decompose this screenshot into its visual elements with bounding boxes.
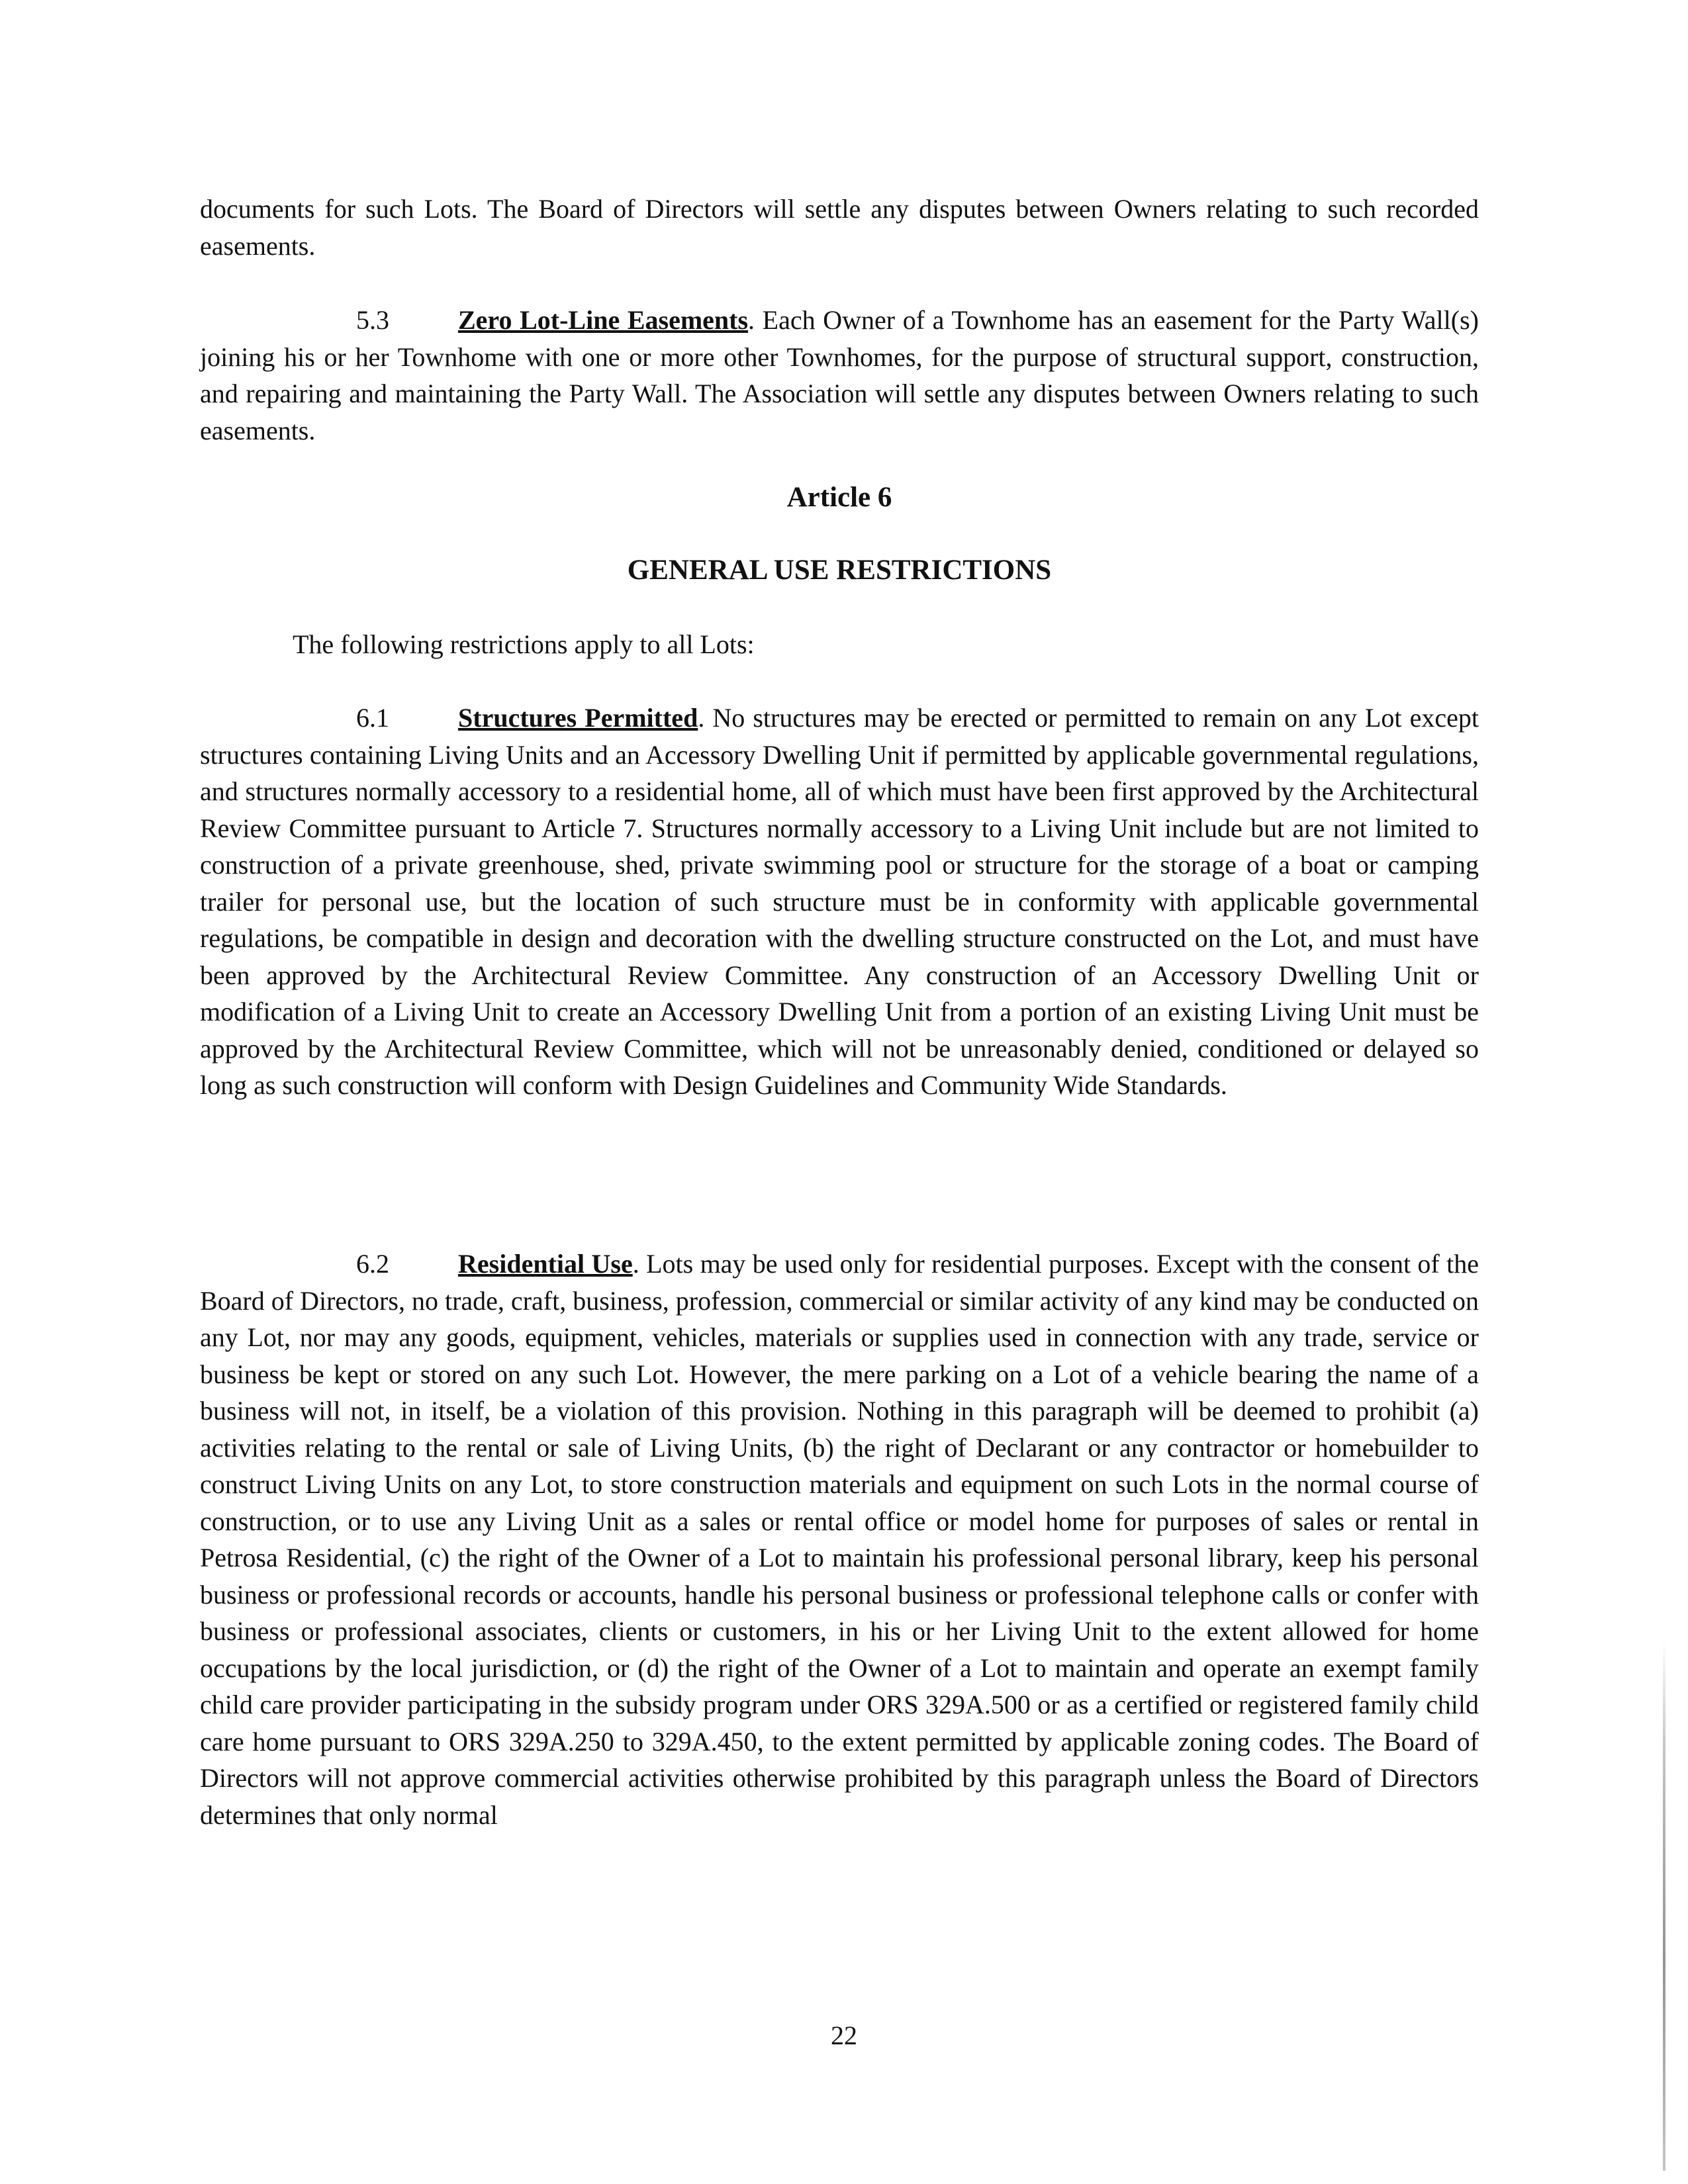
section-6-1-title: Structures Permitted xyxy=(458,703,698,733)
article-title: GENERAL USE RESTRICTIONS xyxy=(627,555,1052,586)
continuation-paragraph xyxy=(200,191,1479,264)
section-5-3-body: . Each Owner of a Townhome has an easement for the Party Wall(s) joining his or her Townhome with one or more other Townhomes, for the purpose of structural support, construction, and repairing and maintaining the Party Wall. The Association will settle any disputes between Owners relating to such easements. xyxy=(200,305,1479,445)
page-number: 22 xyxy=(831,2021,857,2050)
section-6-2-title: Residential Use xyxy=(458,1249,633,1279)
section-6-2-body: . Lots may be used only for residential purposes. Except with the consent of the Board of Directors, no trade, craft, business, profession, commercial or similar activity of any kind may be conducted on any Lot, nor may any goods, equipment, vehicles, materials or supplies used in connection with any trade, service or business be kept or stored on any such Lot. However, the mere parking on a Lot of a vehicle bearing the name of a business will not, in itself, be a violation of this provision. Nothing in this paragraph will be deemed to prohibit (a) activities relating to the rental or sale of Living Units, (b) the right of Declarant or any contractor or homebuilder to construct Living Units on any Lot, to store construction materials and equipment on such Lots in the normal course of construction, or to use any Living Unit as a sales or rental office or model home for purposes of sales or rental in Petrosa Residential, (c) the right of the Owner of a Lot to maintain his professional personal library, keep his personal business or professional records or accounts, handle his personal business or professional telephone calls or confer with business or professional associates, clients or customers, in his or her Living Unit to the extent allowed for home occupations by the local jurisdiction, or (d) the right of the Owner of a Lot to maintain and operate an exempt family child care provider participating in the subsidy program under ORS 329A.500 or as a certified or registered family child care home pursuant to ORS 329A.250 to 329A.450, to the extent permitted by applicable zoning codes. The Board of Directors will not approve commercial activities otherwise prohibited by this paragraph unless the Board of Directors determines that only normal xyxy=(200,1249,1479,1830)
section-6-1-number: 6.1 xyxy=(356,703,389,733)
section-6-1-paragraph xyxy=(200,700,1479,1104)
section-5-3-title: Zero Lot-Line Easements xyxy=(458,305,749,335)
article-label: Article 6 xyxy=(786,482,892,513)
restrictions-intro: The following restrictions apply to all Lots: xyxy=(293,629,755,659)
section-5-3-number: 5.3 xyxy=(356,305,389,335)
section-6-2-paragraph xyxy=(200,1246,1479,1833)
scan-edge-artifact xyxy=(1663,1641,1665,2171)
section-6-2-number: 6.2 xyxy=(356,1249,389,1279)
section-6-1-body: . No structures may be erected or permitted to remain on any Lot except structures containing Living Units and an Accessory Dwelling Unit if permitted by applicable governmental regulations, and structures normally accessory to a residential home, all of which must have been first approved by the Architectural Review Committee pursuant to Article 7. Structures normally accessory to a Living Unit include but are not limited to construction of a private greenhouse, shed, private swimming pool or structure for the storage of a boat or camping trailer for personal use, but the location of such structure must be in conformity with applicable governmental regulations, be compatible in design and decoration with the dwelling structure constructed on the Lot, and must have been approved by the Architectural Review Committee. Any construction of an Accessory Dwelling Unit or modification of a Living Unit to create an Accessory Dwelling Unit from a portion of an existing Living Unit must be approved by the Architectural Review Committee, which will not be unreasonably denied, conditioned or delayed so long as such construction will conform with Design Guidelines and Community Wide Standards. xyxy=(200,703,1479,1100)
continuation-text: documents for such Lots. The Board of Directors will settle any disputes between Owners relating to such recorded easements. xyxy=(200,194,1479,261)
section-5-3-paragraph xyxy=(200,302,1479,449)
